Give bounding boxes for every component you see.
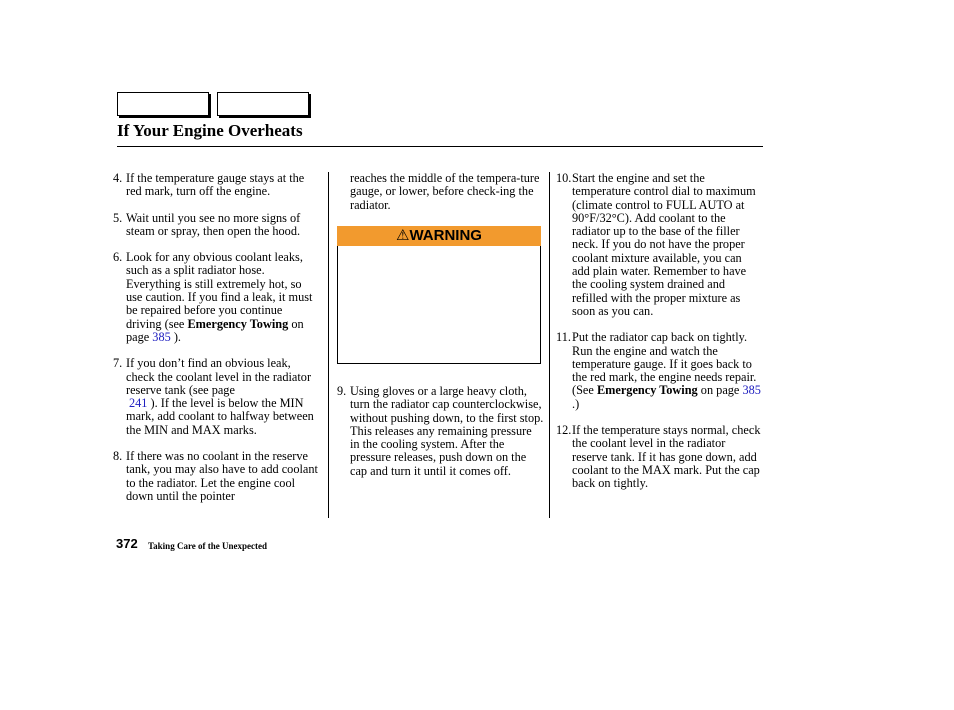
page-number: 372 bbox=[116, 536, 138, 551]
step-text: If the temperature gauge stays at the red mark, turn off the engine. bbox=[126, 171, 305, 199]
page-link-385[interactable]: 385 bbox=[742, 383, 761, 398]
column-divider bbox=[549, 172, 550, 518]
step-5 bbox=[115, 212, 320, 239]
emergency-towing-ref: Emergency Towing bbox=[187, 316, 289, 331]
step-number: 11. bbox=[556, 330, 571, 345]
warning-header bbox=[337, 226, 541, 246]
step-text: If you don’t find an obvious leak, check the coolant level in the radiator reserve tank (see page bbox=[126, 356, 312, 397]
step-number: 8. bbox=[113, 449, 123, 464]
step-text: Start the engine and set the temperature control dial to maximum (climate control to FULL AUTO at 90°F/32°C). Add coolant to the radiator up to the base of the filler neck. If you do not have the proper coolant mixture available, you can add plain water. Remember to have the cooling system drained and refilled with the proper mixture as soon as you can. bbox=[572, 171, 756, 318]
step-text: .) bbox=[572, 396, 580, 411]
page-title: If Your Engine Overheats bbox=[117, 121, 303, 140]
step-number: 9. bbox=[337, 384, 347, 398]
step-text: Wait until you see no more signs of steam or spray, then open the hood. bbox=[126, 210, 301, 238]
step-text: on page bbox=[697, 383, 743, 398]
step-text: If there was no coolant in the reserve tank, you may also have to add coolant to the radiator. Let the engine cool down until the pointer bbox=[126, 449, 318, 503]
step-text: If the temperature stays normal, check the coolant level in the radiator reserve tank. If it has gone down, add coolant to the MAX mark. Put the cap back on tightly. bbox=[572, 423, 761, 491]
column-3 bbox=[556, 172, 761, 504]
nav-button-next[interactable] bbox=[217, 92, 309, 116]
column-divider bbox=[328, 172, 329, 518]
step-text: on page bbox=[126, 316, 304, 344]
step-number: 5. bbox=[113, 210, 123, 225]
column-2 bbox=[350, 172, 546, 212]
step-9 bbox=[339, 385, 544, 478]
step-8 bbox=[115, 450, 320, 503]
step-text: Using gloves or a large heavy cloth, turn the radiator cap counterclockwise, without pushing down, to the first stop. This releases any remaining pressure in the cooling system. After the pressure releases, push down on the cap and turn it until it comes off. bbox=[350, 384, 544, 478]
step-number: 6. bbox=[113, 250, 123, 265]
step-number: 10. bbox=[556, 171, 572, 185]
emergency-towing-ref: Emergency Towing bbox=[596, 383, 698, 398]
step-text: Put the radiator cap back on tightly. Run the engine and watch the temperature gauge. If it goes back to the red mark, the engine needs repair. (See bbox=[572, 330, 757, 398]
title-divider bbox=[117, 146, 763, 147]
step-number: 12. bbox=[556, 423, 572, 438]
step-4 bbox=[115, 172, 320, 199]
step-number: 4. bbox=[113, 171, 123, 185]
step-text: Look for any obvious coolant leaks, such as a split radiator hose. Everything is still extremely hot, so use caution. If you find a leak, it must be repaired before you continue driving (see bbox=[126, 250, 313, 331]
step-8-continued: reaches the middle of the tempera-ture gauge, or lower, before check-ing the radiator. bbox=[350, 171, 540, 212]
step-text: ). bbox=[170, 329, 181, 344]
step-6 bbox=[115, 251, 320, 344]
column-2-lower bbox=[339, 385, 544, 491]
step-10 bbox=[556, 172, 761, 318]
warning-box bbox=[337, 246, 541, 364]
step-11 bbox=[556, 331, 761, 411]
warning-triangle-icon: ⚠ bbox=[396, 227, 410, 244]
page-link-241[interactable]: 241 bbox=[129, 396, 148, 411]
step-text: ). If the level is below the MIN mark, add coolant to halfway between the MIN and MAX marks. bbox=[126, 396, 314, 437]
page-link-385[interactable]: 385 bbox=[152, 329, 171, 344]
column-1 bbox=[115, 172, 320, 516]
step-12 bbox=[556, 424, 761, 490]
section-label: Taking Care of the Unexpected bbox=[148, 541, 267, 551]
step-7 bbox=[115, 357, 320, 437]
step-number: 7. bbox=[113, 356, 123, 371]
warning-label: WARNING bbox=[409, 227, 482, 244]
nav-button-previous[interactable] bbox=[117, 92, 209, 116]
